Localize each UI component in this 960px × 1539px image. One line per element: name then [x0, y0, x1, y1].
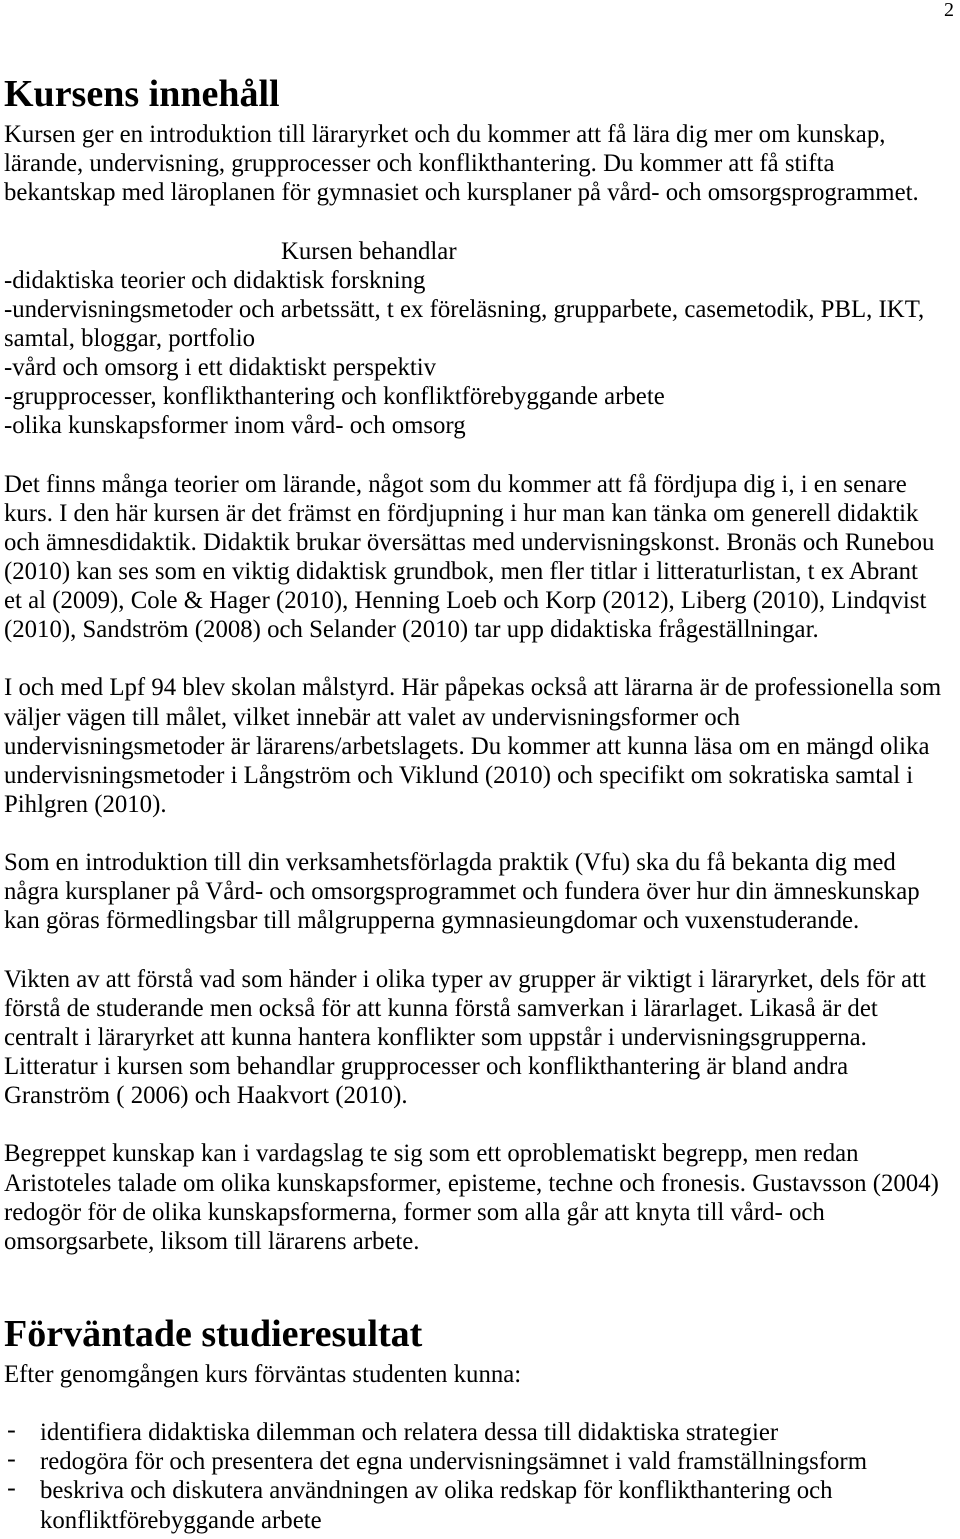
text-line: konfliktförebyggande arbete — [40, 1506, 322, 1534]
text-line: några kursplaner på Vård- och omsorgsprogrammet och fundera över hur din ämneskunskap — [4, 878, 920, 906]
section-heading-course-content: Kursens innehåll — [4, 73, 280, 115]
text-line: Aristoteles talade om olika kunskapsformer, episteme, techne och fronesis. Gustavsson (2004) — [4, 1169, 939, 1197]
body-paragraph — [4, 1139, 956, 1256]
topic-line: -undervisningsmetoder och arbetssätt, t ex föreläsning, grupparbete, casemetodik, PBL, IKT, — [4, 295, 925, 323]
text-line: Granström ( 2006) och Haakvort (2010). — [4, 1082, 408, 1110]
outcome-item — [4, 1476, 956, 1534]
text-line: undervisningsmetoder i Långström och Viklund (2010) och specifikt om sokratiska samtal i — [4, 761, 914, 789]
text-line: (2010), Sandström (2008) och Selander (2010) tar upp didaktiska frågeställningar. — [4, 616, 819, 644]
course-topics — [4, 237, 956, 441]
text-line: bekantskap med läroplanen för gymnasiet och kursplaner på vård- och omsorgsprogrammet. — [4, 179, 919, 207]
text-line: Kursen ger en introduktion till läraryrket och du kommer att få lära dig mer om kunskap, — [4, 121, 886, 148]
intro-paragraph — [4, 120, 956, 207]
text-line: kurs. I den här kursen är det främst en fördjupning i hur man kan tänka om generell didaktik — [4, 499, 919, 527]
text-line: förstå de studerande men också för att kunna förstå samverkan i lärarlaget. Likaså är det — [4, 994, 878, 1022]
text-line: redogör för de olika kunskapsformerna, former som alla går att knyta till vård- och — [4, 1198, 825, 1226]
outcome-item — [4, 1418, 956, 1447]
text-line: Det finns många teorier om lärande, något som du kommer att få fördjupa dig i, i en senare — [4, 470, 907, 498]
text-line: Pihlgren (2010). — [4, 790, 167, 818]
text-line: (2010) kan ses som en viktig didaktisk grundbok, men fler titlar i litteraturlistan, t ex Abrant — [4, 557, 918, 585]
text-line: identifiera didaktiska dilemman och relatera dessa till didaktiska strategier — [40, 1419, 779, 1446]
outcome-item — [4, 1447, 956, 1476]
bullet-marker: - — [4, 1476, 19, 1505]
text-line: Litteratur i kursen som behandlar grupprocesser och konflikthantering är bland andra — [4, 1053, 849, 1080]
text-line: lärande, undervisning, grupprocesser och konflikthantering. Du kommer att få stifta — [4, 150, 835, 178]
body-paragraph — [4, 470, 956, 645]
topic-line: -didaktiska teorier och didaktisk forskning — [4, 266, 426, 294]
body-paragraph — [4, 848, 956, 935]
bullet-marker: - — [4, 1447, 19, 1476]
page-number: 2 — [944, 0, 954, 21]
course-content-body — [4, 120, 956, 1285]
outcomes-list — [4, 1418, 956, 1535]
text-line: Som en introduktion till din verksamhetsförlagda praktik (Vfu) ska du få bekanta dig med — [4, 849, 896, 877]
text-line: I och med Lpf 94 blev skolan målstyrd. Här påpekas också att lärarna är de professionella som — [4, 674, 942, 702]
topic-line: -vård och omsorg i ett didaktiskt perspektiv — [4, 354, 437, 381]
text-line: omsorgsarbete, liksom till lärarens arbete. — [4, 1227, 420, 1255]
section-heading-learning-outcomes: Förväntade studieresultat — [4, 1313, 423, 1355]
text-line: et al (2009), Cole & Hager (2010), Henning Loeb och Korp (2012), Liberg (2010), Lindqvist — [4, 587, 927, 614]
text-line: beskriva och diskutera användningen av olika redskap för konflikthantering och — [40, 1477, 833, 1505]
bullet-marker: - — [4, 1418, 19, 1446]
text-line: kan göras förmedlingsbar till målgrupperna gymnasieungdomar och vuxenstuderande. — [4, 907, 860, 935]
topic-line: -olika kunskapsformer inom vård- och omsorg — [4, 412, 466, 440]
text-line: och ämnesdidaktik. Didaktik brukar översättas med undervisningskonst. Bronäs och Runebou — [4, 528, 935, 556]
text-line: redogöra för och presentera det egna undervisningsämnet i vald framställningsform — [40, 1448, 867, 1476]
text-line: undervisningsmetoder är lärarens/arbetslagets. Du kommer att kunna läsa om en mängd olika — [4, 732, 930, 760]
text-line: väljer vägen till målet, vilket innebär att valet av undervisningsformer och — [4, 703, 741, 731]
topic-line: -grupprocesser, konflikthantering och konfliktförebyggande arbete — [4, 383, 665, 411]
outcomes-lead: Efter genomgången kurs förväntas studenten kunna: — [4, 1361, 522, 1388]
text-line: Vikten av att förstå vad som händer i olika typer av grupper är viktigt i läraryrket, dels för att — [4, 965, 926, 993]
body-paragraph — [4, 965, 956, 1111]
body-paragraph — [4, 673, 956, 819]
topic-line: samtal, bloggar, portfolio — [4, 324, 256, 352]
course-topics-title: Kursen behandlar — [281, 237, 457, 265]
text-line: Begreppet kunskap kan i vardagslag te sig som ett oproblematiskt begrepp, men redan — [4, 1140, 859, 1168]
text-line: centralt i läraryrket att kunna hantera konflikter som uppstår i undervisningsgrupperna. — [4, 1023, 867, 1051]
